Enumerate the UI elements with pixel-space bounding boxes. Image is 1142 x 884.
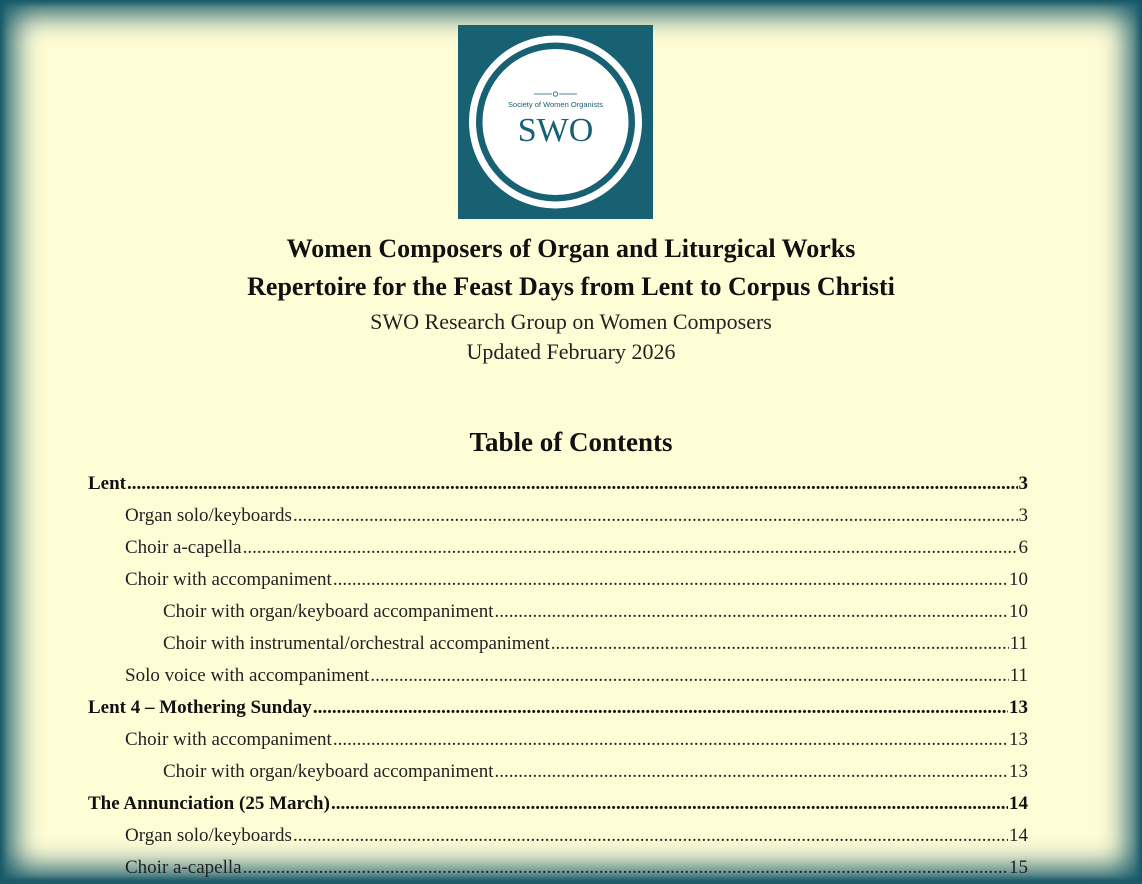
toc-entry-page: 10 — [1009, 601, 1028, 622]
toc-entry[interactable] — [88, 852, 1028, 884]
toc-entry[interactable] — [88, 628, 1028, 660]
toc-leader-dots — [494, 756, 1008, 788]
document-title-line1: Women Composers of Organ and Liturgical Works — [286, 234, 856, 263]
toc-leader-dots — [333, 564, 1008, 596]
toc-entry-page: 15 — [1009, 857, 1028, 878]
toc-entry-page: 13 — [1009, 729, 1028, 750]
table-of-contents — [88, 468, 1028, 884]
toc-entry-label: Solo voice with accompaniment — [125, 665, 370, 686]
toc-entry-page: 11 — [1009, 665, 1028, 686]
toc-entry[interactable] — [88, 564, 1028, 596]
toc-entry[interactable] — [88, 724, 1028, 756]
toc-entry-label: Organ solo/keyboards — [125, 505, 292, 526]
toc-leader-dots — [333, 724, 1008, 756]
toc-entry-page: 6 — [1018, 537, 1028, 558]
toc-entry-page: 13 — [1009, 761, 1028, 782]
toc-entry[interactable] — [88, 692, 1028, 724]
toc-leader-dots — [293, 820, 1008, 852]
toc-leader-dots — [293, 500, 1018, 532]
toc-entry-label: Choir with accompaniment — [125, 569, 332, 590]
toc-entry-page: 11 — [1009, 633, 1028, 654]
toc-entry[interactable] — [88, 596, 1028, 628]
toc-entry-label: Lent 4 – Mothering Sunday — [88, 697, 312, 718]
toc-entry-label: Lent — [88, 473, 126, 494]
toc-leader-dots — [494, 596, 1008, 628]
toc-entry-label: Choir with accompaniment — [125, 729, 332, 750]
document-subtitle-line2: Updated February 2026 — [466, 339, 676, 364]
toc-entry[interactable] — [88, 500, 1028, 532]
toc-entry-label: Choir with organ/keyboard accompaniment — [163, 601, 494, 622]
document-subtitle-line1: SWO Research Group on Women Composers — [370, 309, 772, 334]
toc-leader-dots — [551, 628, 1009, 660]
toc-leader-dots — [313, 692, 1008, 724]
toc-leader-dots — [127, 468, 1018, 500]
toc-entry-page: 10 — [1009, 569, 1028, 590]
toc-entry-page: 3 — [1018, 473, 1028, 494]
logo-caption: Society of Women Organists — [508, 100, 603, 109]
toc-leader-dots — [331, 788, 1008, 820]
toc-entry[interactable] — [88, 468, 1028, 500]
toc-heading: Table of Contents — [469, 427, 673, 457]
toc-entry[interactable] — [88, 532, 1028, 564]
toc-entry-page: 14 — [1009, 793, 1028, 814]
logo-ring-icon — [458, 25, 653, 219]
toc-entry[interactable] — [88, 820, 1028, 852]
toc-entry-page: 3 — [1018, 505, 1028, 526]
toc-leader-dots — [243, 852, 1008, 884]
logo-text: SWO — [517, 112, 594, 149]
toc-entry[interactable] — [88, 660, 1028, 692]
toc-entry-label: Choir with organ/keyboard accompaniment — [163, 761, 494, 782]
toc-entry-label: Choir with instrumental/orchestral accompaniment — [163, 633, 550, 654]
toc-entry-label: The Annunciation (25 March) — [88, 793, 330, 814]
toc-entry-label: Choir a-capella — [125, 857, 242, 878]
toc-entry[interactable] — [88, 788, 1028, 820]
toc-entry-page: 13 — [1009, 697, 1028, 718]
swo-logo — [458, 25, 653, 219]
toc-leader-dots — [243, 532, 1018, 564]
document-title-line2: Repertoire for the Feast Days from Lent to Corpus Christi — [247, 272, 895, 301]
toc-entry[interactable] — [88, 756, 1028, 788]
toc-leader-dots — [370, 660, 1008, 692]
toc-entry-label: Choir a-capella — [125, 537, 242, 558]
toc-entry-page: 14 — [1009, 825, 1028, 846]
toc-entry-label: Organ solo/keyboards — [125, 825, 292, 846]
